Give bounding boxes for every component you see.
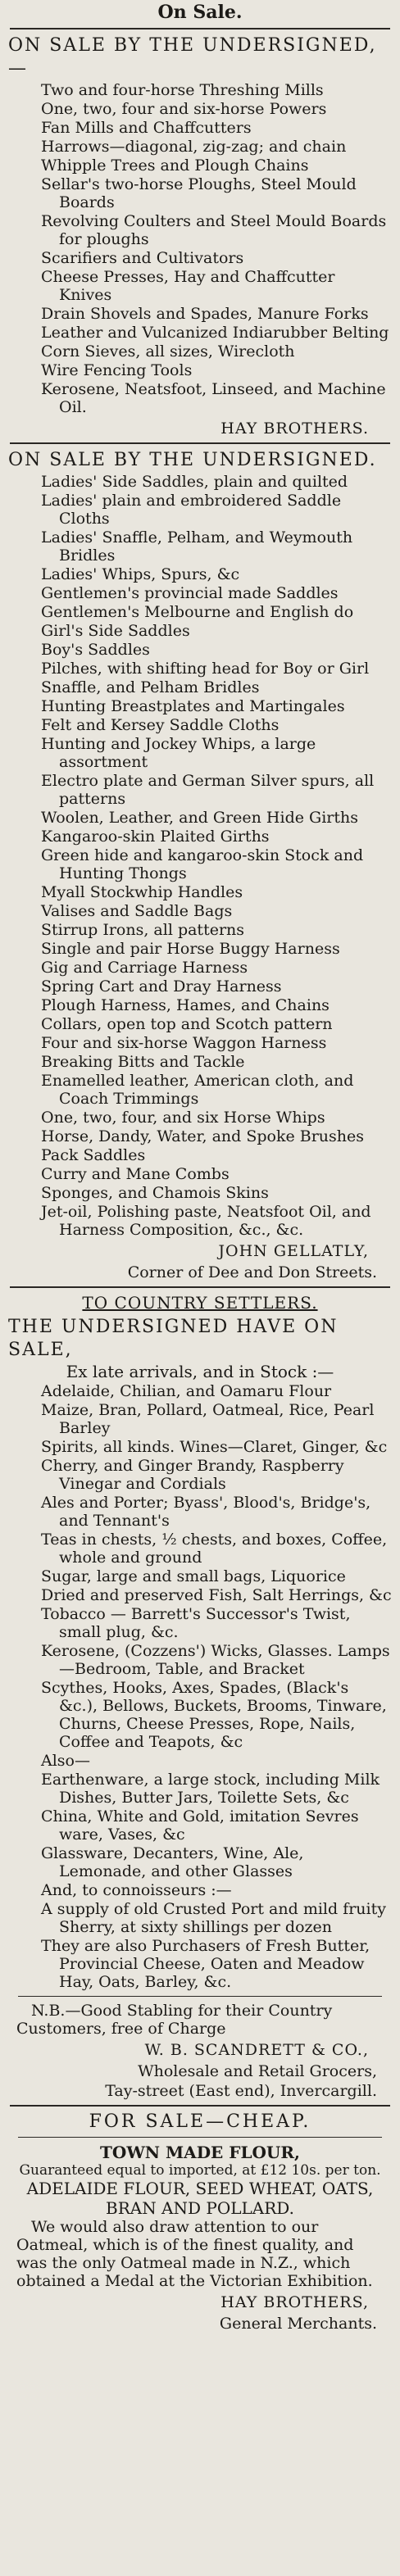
list-item: Electro plate and German Silver spurs, all patterns xyxy=(41,772,375,808)
divider xyxy=(18,2137,382,2138)
list-item: Also— xyxy=(41,1752,90,1770)
list-item: Ladies' Whips, Spurs, &c xyxy=(41,565,240,583)
list-item: Gentlemen's provincial made Saddles xyxy=(41,584,339,602)
list-item: Ales and Porter; Byass', Blood's, Bridge's, and Tennant's xyxy=(41,1494,371,1530)
list-item: China, White and Gold, imitation Sevres ware, Vases, &c xyxy=(41,1807,359,1844)
list-item: Harrows—diagonal, zig-zag; and chain xyxy=(41,138,347,156)
list-item: One, two, four, and six Horse Whips xyxy=(41,1109,325,1127)
list-item: Horse, Dandy, Water, and Spoke Brushes xyxy=(41,1127,365,1145)
list-item: Dried and preserved Fish, Salt Herrings, &c xyxy=(41,1586,392,1604)
list-item: Drain Shovels and Spades, Manure Forks xyxy=(41,305,369,323)
list-item: Leather and Vulcanized Indiarubber Belting xyxy=(41,324,389,342)
list-item: Breaking Bitts and Tackle xyxy=(41,1053,245,1071)
list-item: Kangaroo-skin Plaited Girths xyxy=(41,828,270,846)
advert-line: BRAN AND POLLARD. xyxy=(106,2198,294,2218)
list-item: Spirits, all kinds. Wines—Claret, Ginger, &c xyxy=(41,1438,388,1456)
list-item: Plough Harness, Hames, and Chains xyxy=(41,996,330,1014)
list-item: Cheese Presses, Hay and Chaffcutter Knives xyxy=(41,268,335,304)
list-item: Pilches, with shifting head for Boy or Girl xyxy=(41,660,370,678)
list-item: Kerosene, (Cozzens') Wicks, Glasses. Lamps—Bedroom, Table, and Bracket xyxy=(41,1642,390,1678)
list-item: Whipple Trees and Plough Chains xyxy=(41,156,309,175)
advert-lead: ON SALE BY THE UNDERSIGNED. xyxy=(8,450,377,470)
list-item: Spring Cart and Dray Harness xyxy=(41,977,282,995)
divider xyxy=(10,28,390,29)
advert-signature-line: General Merchants. xyxy=(219,2315,377,2333)
list-item: Glassware, Decanters, Wine, Ale, Lemonade, and other Glasses xyxy=(41,1844,304,1880)
list-item: Sellar's two-horse Ploughs, Steel Mould Boards xyxy=(41,175,357,211)
list-item: They are also Purchasers of Fresh Butter, Provincial Cheese, Oaten and Meadow Hay, Oats, Barley, &c. xyxy=(41,1937,370,1991)
list-item: Ladies' Side Saddles, plain and quilted xyxy=(41,473,348,491)
list-item: Two and four-horse Threshing Mills xyxy=(41,81,324,99)
list-item: One, two, four and six-horse Powers xyxy=(41,100,327,118)
list-item: Ladies' plain and embroidered Saddle Cloths xyxy=(41,492,342,528)
divider xyxy=(10,2105,390,2107)
list-item: A supply of old Crusted Port and mild fruity Sherry, at sixty shillings per dozen xyxy=(41,1900,386,1936)
list-item: Tobacco — Barrett's Successor's Twist, small plug, &c. xyxy=(41,1605,351,1641)
list-item: Green hide and kangaroo-skin Stock and Hunting Thongs xyxy=(41,846,364,882)
advert-title: TOWN MADE FLOUR, xyxy=(100,2143,300,2162)
list-item: Gig and Carriage Harness xyxy=(41,959,248,977)
list-item: Scythes, Hooks, Axes, Spades, (Black's &c.), Bellows, Buckets, Brooms, Tinware, Churns, Cheese Presses, Rope, Nails, Coffee and Teapots, &c xyxy=(41,1679,387,1751)
list-item: Revolving Coulters and Steel Mould Boards for ploughs xyxy=(41,212,387,248)
list-item: Snaffle, and Pelham Bridles xyxy=(41,678,260,696)
advert-signature: JOHN GELLATLY, xyxy=(218,1242,369,1260)
list-item: Stirrup Irons, all patterns xyxy=(41,921,245,939)
list-item: Myall Stockwhip Handles xyxy=(41,883,243,901)
list-item: Felt and Kersey Saddle Cloths xyxy=(41,716,280,734)
advert-address: Tay-street (East end), Invercargill. xyxy=(105,2082,377,2100)
list-item: Woolen, Leather, and Green Hide Girths xyxy=(41,809,358,827)
list-item: Hunting Breastplates and Martingales xyxy=(41,697,345,715)
list-item: Teas in chests, ½ chests, and boxes, Coffee, whole and ground xyxy=(41,1531,388,1567)
list-item: Maize, Bran, Pollard, Oatmeal, Rice, Pearl Barley xyxy=(41,1401,375,1437)
list-item: Curry and Mane Combs xyxy=(41,1165,230,1183)
list-item: Four and six-horse Waggon Harness xyxy=(41,1034,327,1052)
list-item: Earthenware, a large stock, including Milk Dishes, Butter Jars, Toilette Sets, &c xyxy=(41,1771,380,1807)
advert-gellatly-saddlery xyxy=(0,449,400,1281)
advert-line: ADELAIDE FLOUR, SEED WHEAT, OATS, xyxy=(26,2179,374,2198)
section-header: On Sale. xyxy=(157,2,243,23)
list-item: Sugar, large and small bags, Liquorice xyxy=(41,1567,346,1585)
list-item: Ladies' Snaffle, Pelham, and Weymouth Bridles xyxy=(41,528,353,565)
divider xyxy=(10,1286,390,1288)
advert-signature: HAY BROTHERS. xyxy=(220,420,369,438)
list-item: Gentlemen's Melbourne and English do xyxy=(41,603,354,621)
list-item: Wire Fencing Tools xyxy=(41,361,193,379)
newspaper-page xyxy=(0,2,400,2576)
advert-lead: FOR SALE—CHEAP. xyxy=(89,2111,311,2132)
advert-hay-brothers-flour xyxy=(0,2111,400,2333)
list-item: Girl's Side Saddles xyxy=(41,622,190,640)
advert-item-list xyxy=(8,1382,392,1991)
list-item: Jet-oil, Polishing paste, Neatsfoot Oil, and Harness Composition, &c., &c. xyxy=(41,1203,371,1239)
list-item: Kerosene, Neatsfoot, Linseed, and Machine Oil. xyxy=(41,380,386,416)
advert-subtitle: Ex late arrivals, and in Stock :— xyxy=(66,1362,334,1381)
list-item: Pack Saddles xyxy=(41,1146,146,1164)
advert-signature: W. B. SCANDRETT & CO., xyxy=(144,2041,369,2059)
advert-signature-line: Wholesale and Retail Grocers, xyxy=(138,2062,377,2080)
advert-address: Corner of Dee and Don Streets. xyxy=(127,1263,377,1281)
list-item: Hunting and Jockey Whips, a large assortment xyxy=(41,735,316,771)
advert-note: N.B.—Good Stabling for their Country Customers, free of Charge xyxy=(16,2002,333,2038)
list-item: Boy's Saddles xyxy=(41,641,150,659)
list-item: Fan Mills and Chaffcutters xyxy=(41,119,252,137)
list-item: Collars, open top and Scotch pattern xyxy=(41,1015,333,1033)
list-item: Valises and Saddle Bags xyxy=(41,902,233,920)
advert-scandrett-grocers xyxy=(0,1293,400,2100)
list-item: And, to connoisseurs :— xyxy=(41,1881,232,1899)
list-item: Scarifiers and Cultivators xyxy=(41,249,244,267)
advert-title: TO COUNTRY SETTLERS. xyxy=(82,1293,318,1313)
list-item: Adelaide, Chilian, and Oamaru Flour xyxy=(41,1382,332,1400)
advert-lead: THE UNDERSIGNED HAVE ON SALE, xyxy=(8,1317,339,1360)
list-item: Single and pair Horse Buggy Harness xyxy=(41,940,340,958)
advert-item-list xyxy=(8,473,392,1239)
advert-price: Guaranteed equal to imported, at £12 10s. per ton. xyxy=(19,2162,381,2179)
advert-hay-brothers-machinery xyxy=(0,34,400,438)
advert-paragraph: We would also draw attention to our Oatmeal, which is of the finest quality, and was the only Oatmeal made in N.Z., which obtained a Medal at the Victorian Exhibition. xyxy=(16,2218,373,2290)
divider xyxy=(18,1996,382,1997)
list-item: Enamelled leather, American cloth, and Coach Trimmings xyxy=(41,1072,354,1108)
advert-item-list xyxy=(8,81,392,416)
list-item: Corn Sieves, all sizes, Wirecloth xyxy=(41,342,295,361)
list-item: Cherry, and Ginger Brandy, Raspberry Vinegar and Cordials xyxy=(41,1457,344,1493)
advert-signature: HAY BROTHERS, xyxy=(220,2293,369,2311)
list-item: Sponges, and Chamois Skins xyxy=(41,1184,269,1202)
divider xyxy=(10,442,390,444)
advert-lead: ON SALE BY THE UNDERSIGNED,— xyxy=(8,35,377,79)
